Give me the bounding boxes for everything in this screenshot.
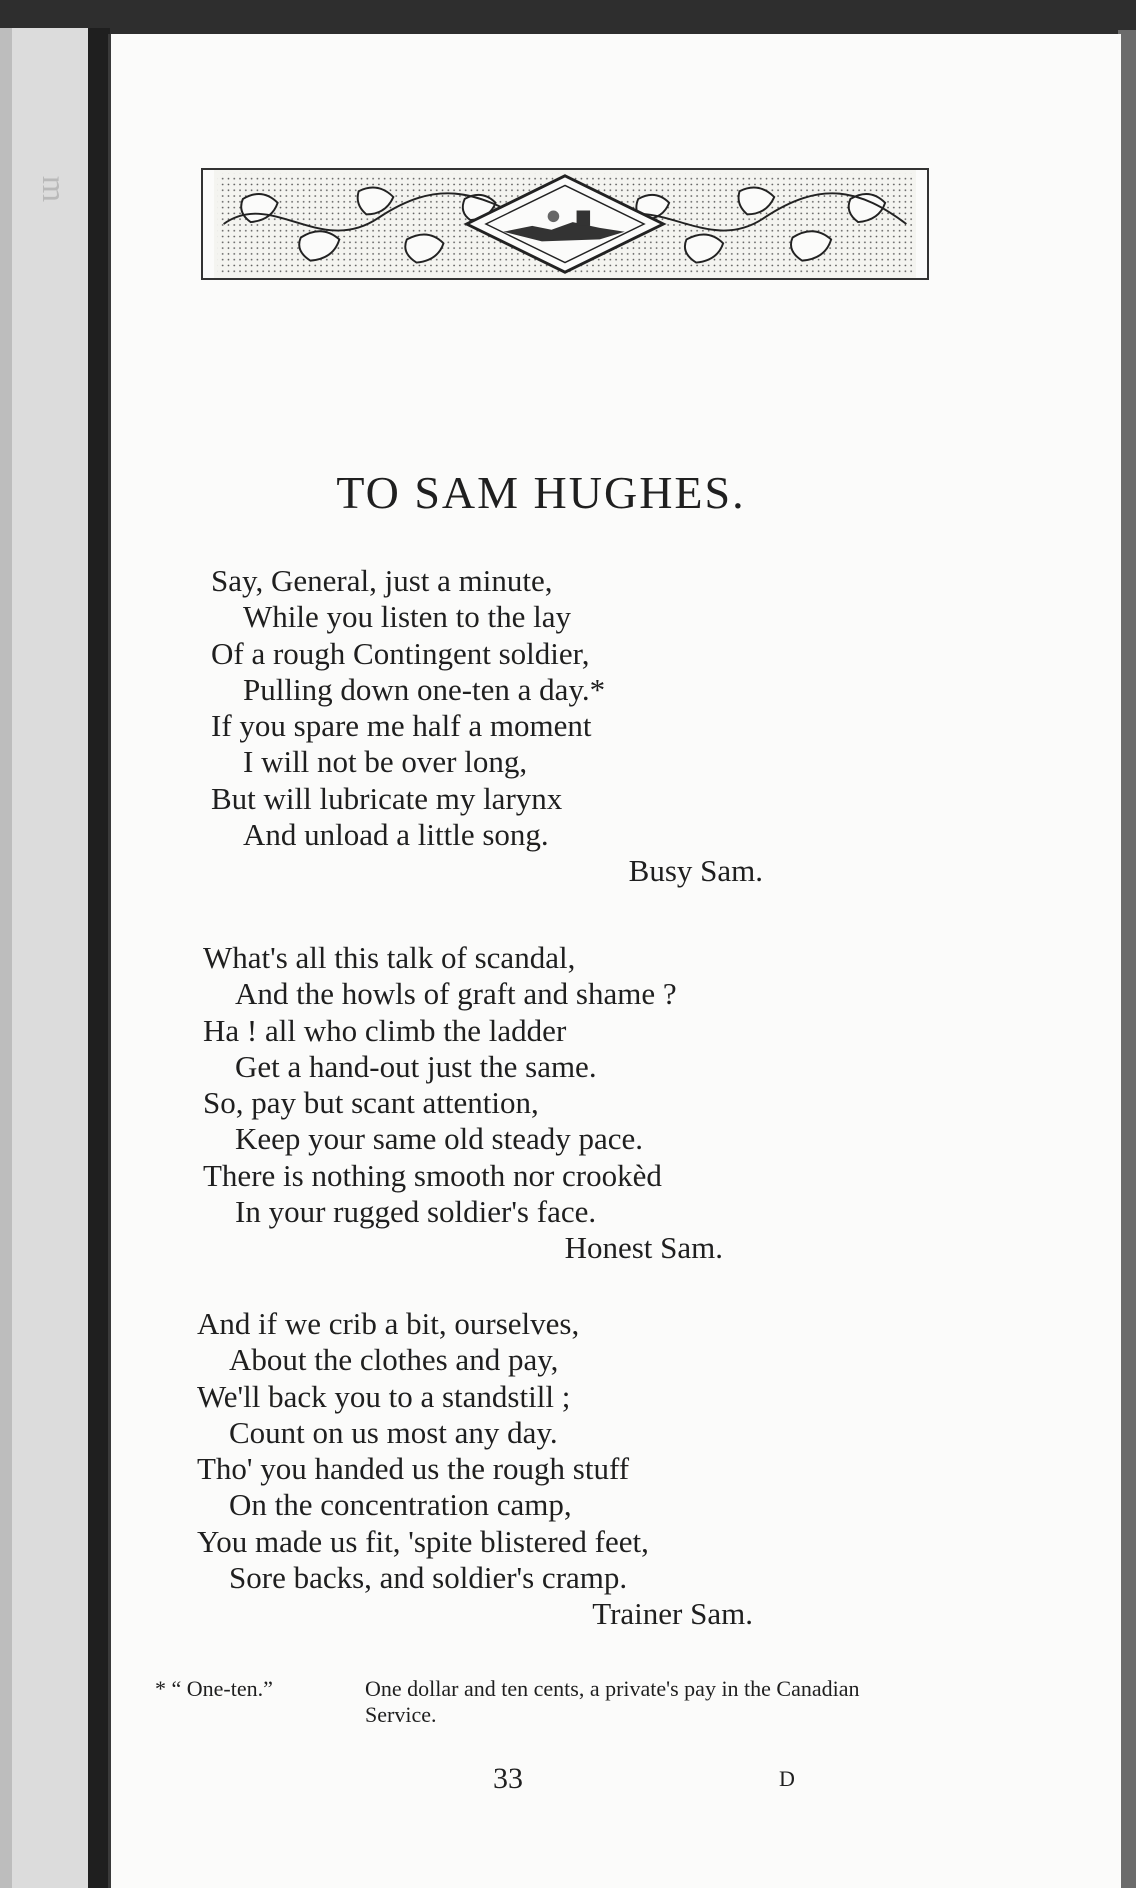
verse-line: So, pay but scant attention, [203,1085,539,1121]
verse-line: Ha ! all who climb the ladder [203,1012,567,1048]
verse-line: Say, General, just a minute, [211,563,553,598]
verse-line: Keep your same old steady pace. [235,1121,644,1157]
stanza-1 [211,563,763,890]
stanza-signature: Trainer Sam. [592,1596,753,1632]
stanza-signature: Busy Sam. [628,853,763,889]
stanza-3 [197,1306,753,1633]
footnote [155,1676,905,1728]
verse-line: If you spare me half a moment [211,708,592,744]
verse-line: What's all this talk of scandal, [203,940,576,975]
footnote-text: One dollar and ten cents, a private's pay in the Canadian Service. [365,1676,860,1727]
verse-line: Sore backs, and soldier's cramp. [229,1560,628,1596]
verse-line: But will lubricate my larynx [211,780,563,816]
verse-line: About the clothes and pay, [229,1342,559,1378]
verse-line: Count on us most any day. [229,1414,558,1450]
stanza-signature: Honest Sam. [564,1230,723,1266]
verse-line: You made us fit, 'spite blistered feet, [197,1523,649,1559]
verse-line: Tho' you handed us the rough stuff [197,1451,630,1487]
verse-line: I will not be over long, [243,744,528,780]
ornamental-headpiece [201,168,929,280]
book-gutter [88,28,110,1888]
verse-line: Of a rough Contingent soldier, [211,635,590,671]
footnote-mark: * “ One-ten.” [155,1676,273,1701]
verse-line: On the concentration camp, [229,1487,572,1523]
facing-page [0,28,100,1888]
verse-line: And the howls of graft and shame ? [235,976,677,1012]
pencil-margin-mark: m [35,175,73,203]
verse-line: There is nothing smooth nor crookèd [203,1157,662,1193]
stanza-2 [203,940,723,1267]
facing-page-edge [0,28,12,1888]
verse-line: In your rugged soldier's face. [235,1194,597,1230]
verse-line: We'll back you to a standstill ; [197,1378,571,1414]
book-page [108,34,1121,1888]
poem-title: TO SAM HUGHES. [336,467,746,518]
verse-line: Pulling down one-ten a day.* [243,671,606,707]
verse-line: And unload a little song. [243,817,549,853]
verse-line: Get a hand-out just the same. [235,1048,597,1084]
signature-letter: D [779,1766,795,1791]
verse-line: And if we crib a bit, ourselves, [197,1306,580,1341]
page-number: 33 [493,1762,523,1795]
verse-line: While you listen to the lay [243,599,572,635]
